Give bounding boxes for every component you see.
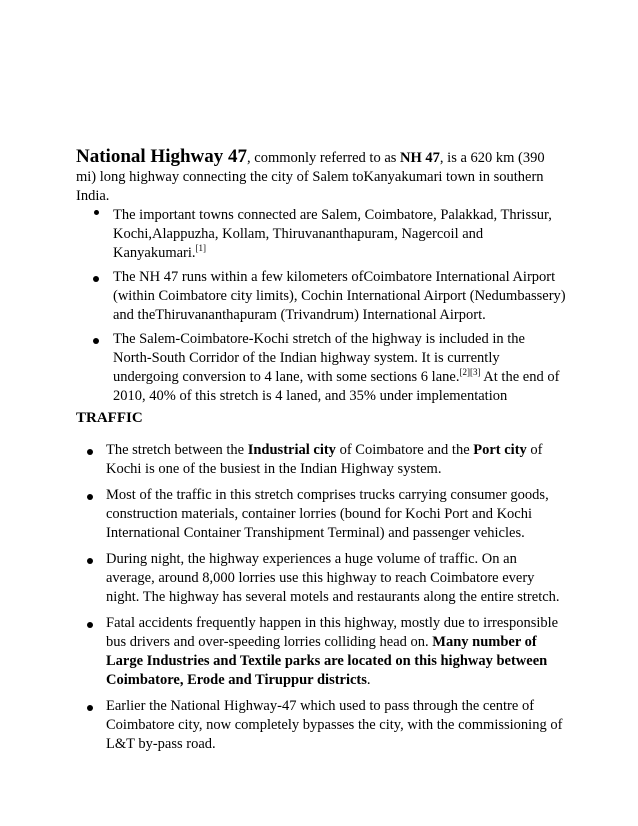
citation-ref[interactable]: [1] bbox=[195, 243, 207, 253]
bullet-icon bbox=[87, 449, 93, 455]
intro-paragraph bbox=[76, 147, 566, 206]
list-item bbox=[76, 614, 566, 690]
bullet-icon bbox=[93, 338, 99, 344]
bullet-icon bbox=[87, 558, 93, 564]
bullet-icon bbox=[93, 276, 99, 282]
intro-text: , commonly referred to as bbox=[247, 150, 401, 166]
list-item bbox=[76, 550, 566, 607]
overview-list bbox=[76, 206, 566, 406]
list-item bbox=[76, 486, 566, 543]
intro-nh-label: NH 47 bbox=[400, 150, 440, 166]
bold-text: Many number of Large Industries and Textile parks are located on this highway between Coimbatore, Erode and Tiruppur districts bbox=[106, 634, 548, 688]
bullet-icon bbox=[87, 494, 93, 500]
page-title: National Highway 47 bbox=[76, 146, 248, 167]
bold-text: Port city bbox=[473, 442, 527, 458]
citation-ref[interactable]: [2][3] bbox=[459, 367, 481, 377]
bullet-icon bbox=[94, 210, 99, 215]
bold-text: Industrial city bbox=[247, 442, 336, 458]
section-heading: TRAFFIC bbox=[76, 410, 143, 426]
list-item-text: of Kochi is one of the busiest in the Indian Highway system. bbox=[106, 442, 543, 477]
list-item-text: During night, the highway experiences a huge volume of traffic. On an average, around 8,000 lorries use this highway to reach Coimbatore every night. The highway has several motels and restaurants along the entire stretch. bbox=[106, 551, 560, 605]
list-item-text: . bbox=[366, 672, 371, 688]
list-item bbox=[76, 330, 566, 406]
intro-text: , is a 620 km (390 mi) long highway connecting the city of Salem toKanyakumari town in southern India. bbox=[76, 150, 545, 204]
list-item-text: At the end of 2010, 40% of this stretch is 4 laned, and 35% under implementation bbox=[113, 369, 560, 404]
list-item-text: The stretch between the bbox=[106, 442, 248, 458]
list-item-text: of Coimbatore and the bbox=[335, 442, 474, 458]
list-item-text: The important towns connected are Salem, Coimbatore, Palakkad, Thrissur, Kochi,Alappuzha, Kollam, Thiruvananthapuram, Nagercoil and Kanyakumari. bbox=[113, 207, 552, 261]
list-item-text: The Salem-Coimbatore-Kochi stretch of the highway is included in the North-South Corridor of the Indian highway system. It is currently undergoing conversion to 4 lane, with some sections 6 lane. bbox=[113, 331, 525, 385]
list-item-text: Most of the traffic in this stretch comprises trucks carrying consumer goods, construction materials, container lorries (bound for Kochi Port and Kochi International Container Transhipment Terminal) and passenger vehicles. bbox=[106, 487, 549, 541]
list-item bbox=[76, 441, 566, 479]
list-item-text: The NH 47 runs within a few kilometers ofCoimbatore International Airport (within Coimbatore city limits), Cochin International Airport (Nedumbassery) and theThiruvananthapuram (Trivandrum) International Airport. bbox=[113, 269, 566, 323]
bullet-icon bbox=[87, 705, 93, 711]
list-item bbox=[76, 697, 566, 754]
list-item-text: Fatal accidents frequently happen in this highway, mostly due to irresponsible bus drivers and over-speeding lorries colliding head on. bbox=[106, 615, 559, 650]
list-item bbox=[76, 206, 566, 263]
list-item bbox=[76, 268, 566, 325]
list-item-text: Earlier the National Highway-47 which used to pass through the centre of Coimbatore city, now completely bypasses the city, with the commissioning of L&T by-pass road. bbox=[106, 698, 563, 752]
document-page bbox=[76, 147, 566, 754]
bullet-icon bbox=[87, 622, 93, 628]
traffic-list bbox=[76, 441, 566, 754]
